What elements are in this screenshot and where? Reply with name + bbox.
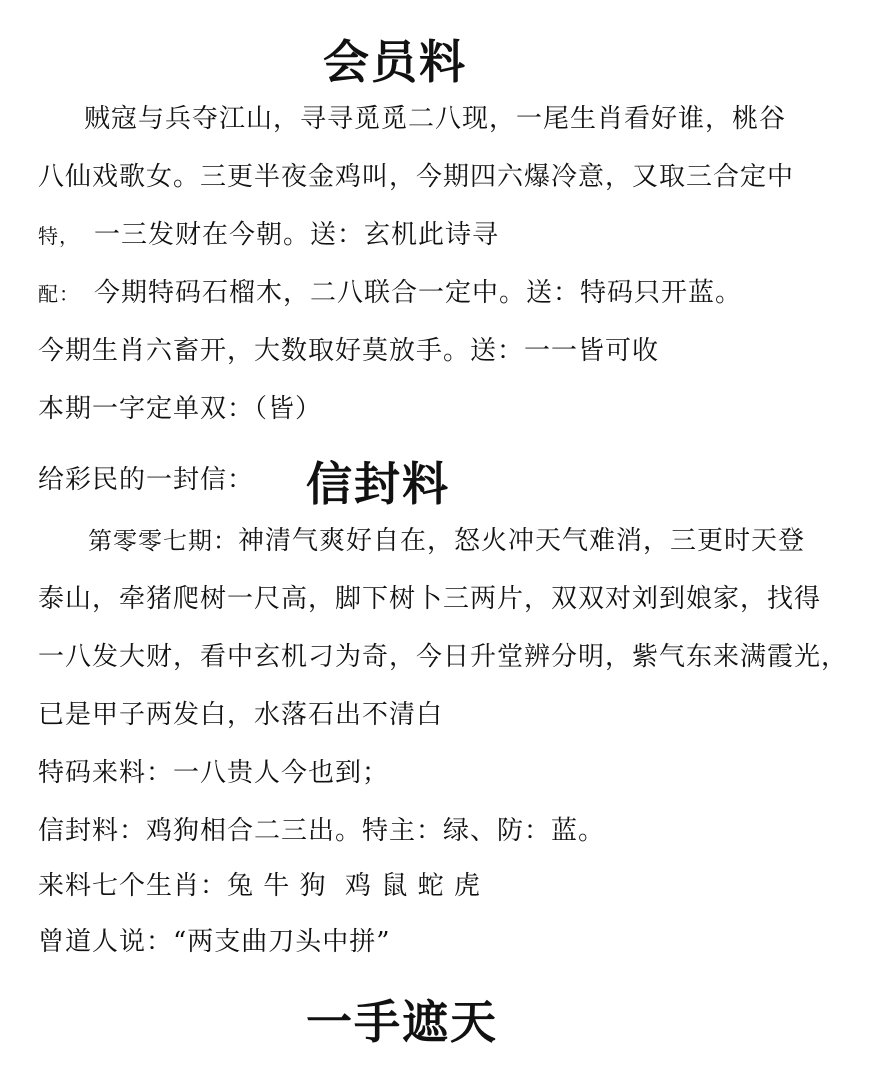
poem-line-1: 贼寇与兵夺江山，寻寻觅觅二八现，一尾生肖看好谁，桃谷 [84, 104, 787, 134]
period-label: 第零零七期： [88, 527, 238, 555]
single-double-line: 本期一字定单双：（皆） [38, 394, 323, 424]
poem-line-4-text: 今期特码石榴木，二八联合一定中。送：特码只开蓝。 [94, 278, 743, 308]
special-code-line: 特码来料：一八贵人今也到； [38, 758, 390, 788]
zodiac-tip-line: 今期生肖六畜开，大数取好莫放手。送：一一皆可收 [38, 336, 660, 366]
poem-line-3 [38, 218, 858, 253]
member-tips-title: 会员料 [323, 35, 467, 89]
one-hand-title: 一手遮天 [306, 995, 498, 1049]
letter-paragraph-line-2: 泰山，牵猪爬树一尺高，脚下树卜三两片，双双对刘到娘家，找得 [38, 584, 822, 614]
poem-line-2: 八仙戏歌女。三更半夜金鸡叫，今期四六爆冷意，又取三合定中 [38, 162, 795, 192]
letter-intro: 给彩民的一封信： [38, 465, 255, 495]
daoist-says-line: 曾道人说：“两支曲刀头中拼” [38, 927, 391, 957]
letter-paragraph-line-4: 已是甲子两发白，水落石出不清白 [38, 700, 444, 730]
letter-paragraph-line-3: 一八发大财，看中玄机刁为奇，今日升堂辨分明，紫气东来满霞光， [38, 642, 849, 672]
letter-tips-title: 信封料 [306, 457, 450, 511]
poem-line-4-prefix: 配： [38, 282, 80, 306]
letter-paragraph-text-1: 神清气爽好自在，怒火冲天气难消，三更时天登 [238, 526, 806, 556]
seven-zodiac-line: 来料七个生肖：兔 牛 狗 鸡 鼠 蛇 虎 [38, 871, 481, 901]
poem-line-3-prefix: 特， [38, 224, 80, 248]
letter-tip-line: 信封料：鸡狗相合二三出。特主：绿、防：蓝。 [38, 816, 606, 846]
poem-line-4 [38, 276, 858, 311]
poem-line-3-text: 一三发财在今朝。送：玄机此诗寻 [94, 220, 500, 250]
letter-paragraph-line-1 [88, 524, 879, 558]
